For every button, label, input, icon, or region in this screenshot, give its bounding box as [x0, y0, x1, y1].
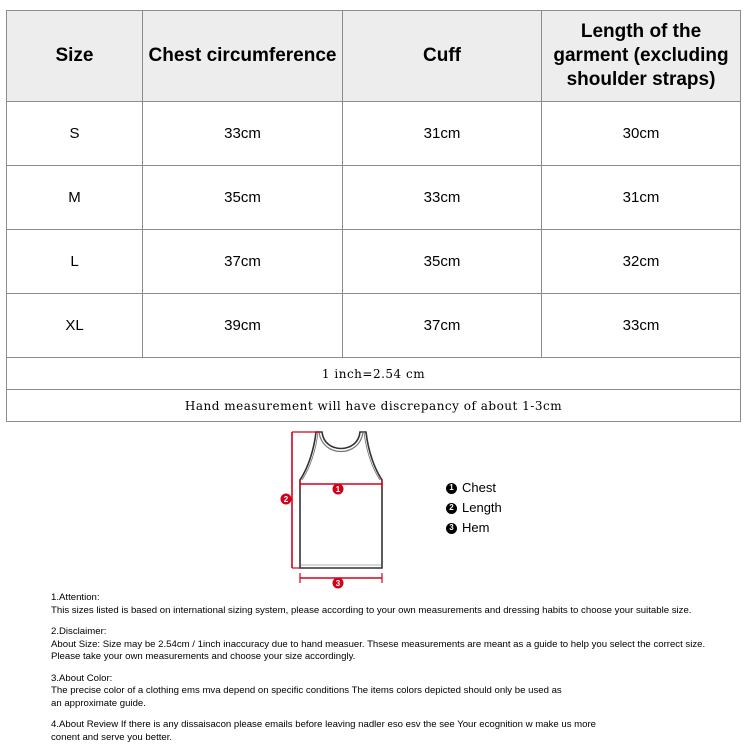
cell-chest: 39cm: [143, 294, 343, 358]
cell-length: 31cm: [542, 166, 741, 230]
svg-text:2: 2: [283, 495, 289, 504]
cell-cuff: 37cm: [343, 294, 542, 358]
cell-size: XL: [7, 294, 143, 358]
cell-cuff: 35cm: [343, 230, 542, 294]
table-note-row: [7, 358, 741, 390]
cell-size: M: [7, 166, 143, 230]
note-about-color: [51, 673, 746, 711]
measurement-legend: [446, 478, 502, 538]
legend-label: Length: [462, 500, 502, 515]
number-3-icon: 3: [446, 523, 457, 534]
table-note-row: [7, 390, 741, 422]
table-row: [7, 102, 741, 166]
cell-cuff: 33cm: [343, 166, 542, 230]
note-title: 1.Attention:: [51, 592, 100, 603]
header-chest: Chest circumference: [143, 11, 343, 102]
note-line: About Size: Size may be 2.54cm / 1inch inaccuracy due to hand measuer. Thsese measurements are meant as a guide to help you select the correct size.: [51, 638, 706, 650]
garment-outline: [300, 432, 382, 568]
cell-length: 30cm: [542, 102, 741, 166]
cell-size: L: [7, 230, 143, 294]
unit-conversion-note: 1 inch=2.54 cm: [7, 358, 741, 390]
legend-label: Hem: [462, 520, 490, 535]
number-1-icon: 1: [446, 483, 457, 494]
legend-label: Chest: [462, 480, 496, 495]
cell-chest: 33cm: [143, 102, 343, 166]
note-line: Please take your own measurements and choose your size accordingly.: [51, 651, 356, 662]
cell-cuff: 31cm: [343, 102, 542, 166]
measurement-discrepancy-note: Hand measurement will have discrepancy of about 1-3cm: [7, 390, 741, 422]
note-line: an approximate guide.: [51, 697, 146, 709]
header-length-label: Length of the garment (excluding shoulder straps): [553, 21, 729, 90]
svg-text:1: 1: [335, 485, 341, 494]
header-size: Size: [7, 11, 143, 102]
note-line: This sizes listed is based on international sizing system, please according to your own measurements and dressing habits to choose your suitable size.: [51, 604, 692, 616]
hem-marker: [333, 578, 344, 589]
legend-item-chest: [446, 478, 502, 498]
note-title: 2.Disclaimer:: [51, 626, 107, 637]
note-disclaimer: [51, 626, 746, 664]
cell-chest: 35cm: [143, 166, 343, 230]
header-cuff: Cuff: [343, 11, 542, 102]
table-row: [7, 166, 741, 230]
size-chart-table: [6, 10, 741, 422]
number-2-icon: 2: [446, 503, 457, 514]
svg-text:3: 3: [335, 579, 341, 588]
legend-item-length: [446, 498, 502, 518]
note-title: 3.About Color:: [51, 672, 113, 684]
table-row: [7, 230, 741, 294]
cell-length: 33cm: [542, 294, 741, 358]
tank-top-diagram: [280, 428, 392, 592]
cell-chest: 37cm: [143, 230, 343, 294]
notes-section: [51, 592, 746, 753]
cell-size: S: [7, 102, 143, 166]
chest-marker: [333, 484, 344, 495]
cell-length: 32cm: [542, 230, 741, 294]
note-line: The precise color of a clothing ems mva depend on specific conditions The items colors depicted should only be used as: [51, 685, 562, 696]
table-header-row: [7, 11, 741, 102]
table-row: [7, 294, 741, 358]
note-title: 4.About Review If there is any dissaisacon please emails before leaving nadler eso esv the see Your ecognition w make us more: [51, 719, 597, 730]
header-length: [542, 11, 741, 102]
note-about-review: [51, 719, 746, 744]
note-line: conent and serve you better.: [51, 731, 173, 743]
note-attention: [51, 592, 746, 617]
length-marker: [281, 494, 292, 505]
legend-item-hem: [446, 518, 502, 538]
